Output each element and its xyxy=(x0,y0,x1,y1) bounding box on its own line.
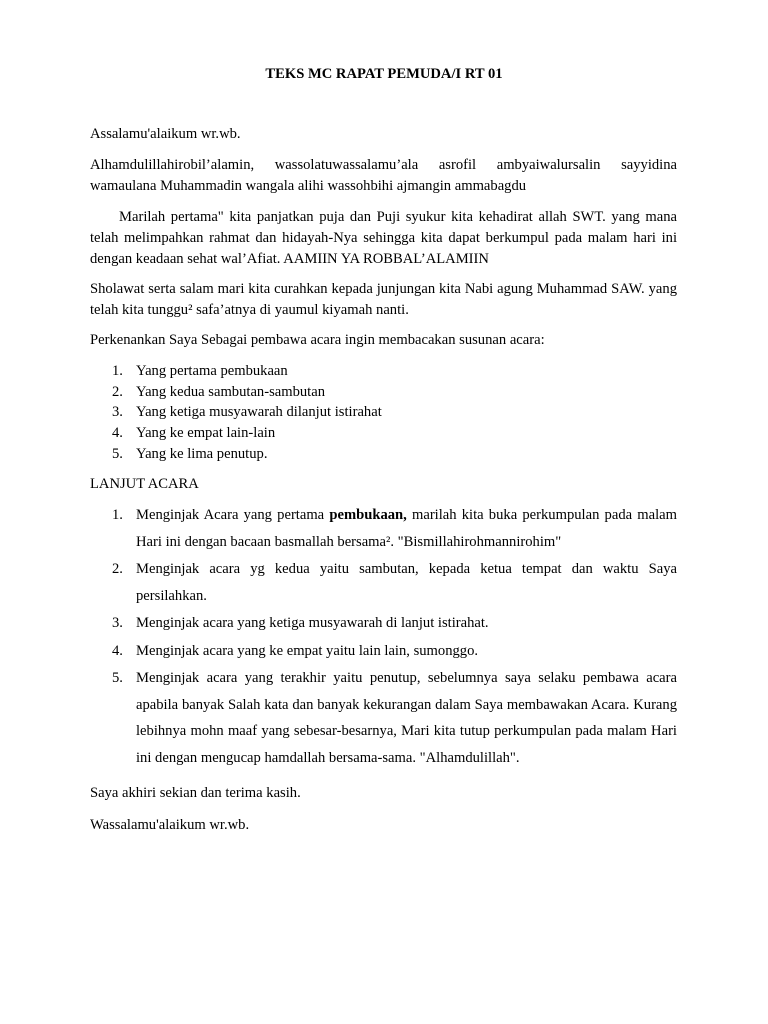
list-number: 3. xyxy=(112,404,123,421)
list-number: 1. xyxy=(112,507,123,523)
list-text-post: marilah kita buka perkumpulan pada malam Hari ini dengan bacaan basmallah bersama². "Bismillahirohmannirohim" xyxy=(136,507,677,550)
list-number: 4. xyxy=(112,425,123,442)
list-item xyxy=(90,665,677,771)
document-title: TEKS MC RAPAT PEMUDA/I RT 01 xyxy=(265,66,503,82)
list-text: Yang ketiga musyawarah dilanjut istirahat xyxy=(136,404,382,421)
list-text: Menginjak acara yg kedua yaitu sambutan, kepada ketua tempat dan waktu Saya persilahkan. xyxy=(136,561,677,604)
list-number: 5. xyxy=(112,445,123,462)
list-item xyxy=(90,382,677,403)
list-number: 4. xyxy=(112,642,123,659)
list-number: 2. xyxy=(112,383,123,400)
closing-paragraph: Saya akhiri sekian dan terima kasih. xyxy=(90,785,301,801)
list-text: Yang kedua sambutan-sambutan xyxy=(136,383,326,400)
agenda-list xyxy=(90,361,677,465)
list-text-bold: pembukaan, xyxy=(329,507,407,523)
list-item xyxy=(90,556,677,609)
list-item xyxy=(90,361,677,382)
list-item xyxy=(90,423,677,444)
list-item xyxy=(90,610,677,637)
list-text-pre: Menginjak Acara yang pertama xyxy=(136,507,330,523)
list-text: Menginjak acara yang terakhir yaitu penutup, sebelumnya saya selaku pembawa acara apabila banyak Salah kata dan banyak kekurangan dalam Saya membawakan Acara. Kurang lebihnya mohn maaf yang sebesar-besarnya, Mari kita tutup perkumpulan pada malam Hari ini dengan mengucap hamdallah bersama-sama. "Alhamdulillah". xyxy=(136,670,677,766)
lanjut-heading: LANJUT ACARA xyxy=(90,476,199,492)
list-text: Yang ke lima penutup. xyxy=(136,445,268,462)
agenda-intro: Perkenankan Saya Sebagai pembawa acara ingin membacakan susunan acara: xyxy=(90,332,545,348)
list-item xyxy=(90,502,677,555)
lanjut-list xyxy=(90,502,677,772)
list-number: 5. xyxy=(112,670,123,686)
farewell-paragraph: Wassalamu'alaikum wr.wb. xyxy=(90,817,250,833)
list-text: Yang ke empat lain-lain xyxy=(136,425,276,442)
list-number: 3. xyxy=(112,615,123,631)
list-number: 2. xyxy=(112,561,123,577)
sholawat-paragraph: Sholawat serta salam mari kita curahkan kepada junjungan kita Nabi agung Muhammad SAW. yang telah kita tunggu² safa’atnya di yaumul kiyamah nanti. xyxy=(90,281,677,318)
praise-paragraph: Marilah pertama" kita panjatkan puja dan Puji syukur kita kehadirat allah SWT. yang mana telah melimpahkan rahmat dan hidayah-Nya sehingga kita dapat berkumpul pada malam hari ini dengan keadaan sehat wal’Afiat. AAMIIN YA ROBBAL’ALAMIIN xyxy=(90,209,677,267)
list-text: Menginjak acara yang ke empat yaitu lain lain, sumonggo. xyxy=(136,642,479,659)
greeting-paragraph: Assalamu'alaikum wr.wb. xyxy=(90,126,241,142)
list-number: 1. xyxy=(112,363,123,379)
list-text: Menginjak acara yang ketiga musyawarah di lanjut istirahat. xyxy=(136,615,489,631)
list-item xyxy=(90,444,677,465)
list-item xyxy=(90,402,677,423)
list-text: Yang pertama pembukaan xyxy=(136,363,288,379)
opening-paragraph: Alhamdulillahirobil’alamin, wassolatuwassalamu’ala asrofil ambyaiwalursalin sayyidina wamaulana Muhammadin wangala alihi wassohbihi ajmangin ammabagdu xyxy=(90,157,677,194)
list-item xyxy=(90,638,677,665)
